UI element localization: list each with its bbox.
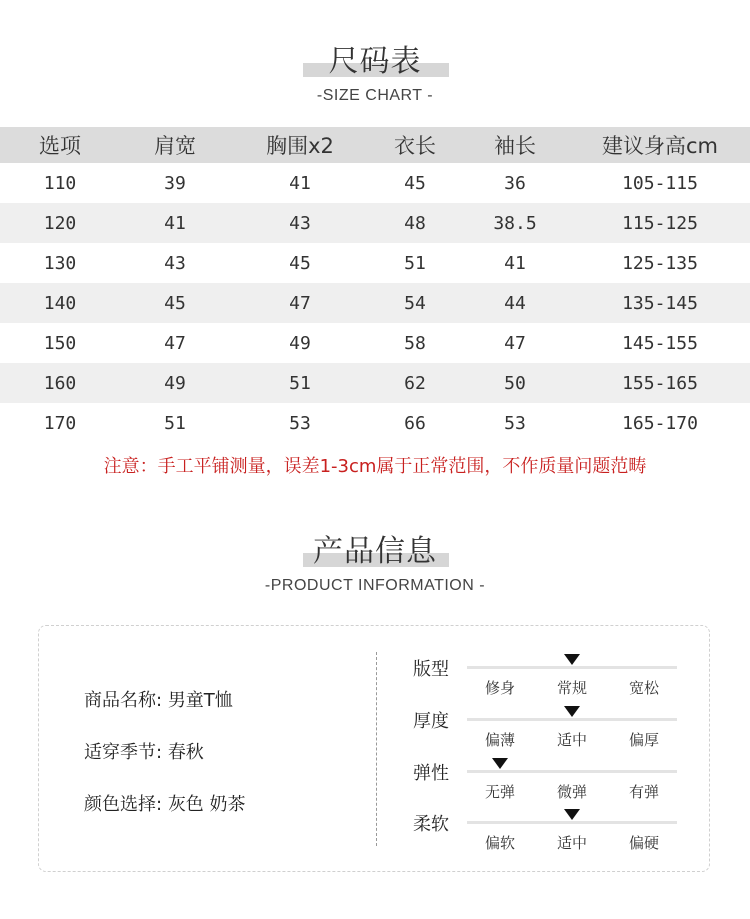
table-row xyxy=(0,163,750,203)
color-line xyxy=(84,790,246,816)
attribute-scale-line xyxy=(467,666,677,669)
header-shoulder: 肩宽 xyxy=(120,127,230,163)
product-name-label: 商品名称: xyxy=(84,690,163,711)
cell-sleeve: 47 xyxy=(504,332,526,354)
cell-chest: 43 xyxy=(230,203,370,243)
cell-shoulder: 47 xyxy=(164,332,186,354)
header-sleeve: 袖长 xyxy=(460,127,570,163)
product-info-subtitle: -PRODUCT INFORMATION - xyxy=(264,577,486,594)
attribute-option: 无弹 xyxy=(484,783,515,801)
selected-marker-icon xyxy=(564,654,580,665)
attribute-label: 弹性 xyxy=(413,763,449,784)
cell-size: 170 xyxy=(43,412,77,434)
table-row xyxy=(0,243,750,283)
cell-shoulder: 39 xyxy=(164,172,186,194)
selected-marker-icon xyxy=(564,706,580,717)
attribute-option: 常规 xyxy=(556,679,587,697)
cell-height: 115-125 xyxy=(570,203,750,243)
attribute-option: 偏厚 xyxy=(628,731,659,749)
cell-shoulder: 43 xyxy=(164,252,186,274)
attribute-option: 适中 xyxy=(556,834,587,852)
product-info-title-wrap xyxy=(0,532,750,572)
cell-length: 62 xyxy=(370,363,460,403)
cell-length: 58 xyxy=(404,332,426,354)
attribute-option: 微弹 xyxy=(556,783,587,801)
cell-size: 120 xyxy=(0,203,120,243)
attribute-option: 修身 xyxy=(484,679,515,697)
selected-marker-icon xyxy=(564,809,580,820)
cell-length: 66 xyxy=(404,412,426,434)
product-name-value: 男童T恤 xyxy=(167,690,233,711)
cell-chest: 49 xyxy=(289,332,311,354)
cell-length: 51 xyxy=(404,252,426,274)
cell-length: 48 xyxy=(370,203,460,243)
cell-sleeve: 50 xyxy=(460,363,570,403)
cell-length: 45 xyxy=(404,172,426,194)
header-chest: 胸围x2 xyxy=(230,127,370,163)
attribute-label: 厚度 xyxy=(413,711,449,732)
info-divider xyxy=(376,652,377,846)
cell-length: 54 xyxy=(370,283,460,323)
cell-chest: 45 xyxy=(289,252,311,274)
cell-height: 145-155 xyxy=(622,332,698,354)
cell-height: 125-135 xyxy=(622,252,698,274)
product-name-line xyxy=(84,686,233,712)
table-row xyxy=(0,363,750,403)
cell-shoulder: 49 xyxy=(120,363,230,403)
attribute-scale-line xyxy=(467,821,677,824)
measurement-note: 注意：手工平铺测量，误差1-3cm属于正常范围，不作质量问题范畴 xyxy=(103,456,647,477)
cell-sleeve: 36 xyxy=(504,172,526,194)
product-info-title: 产品信息 xyxy=(313,534,437,569)
cell-height: 165-170 xyxy=(622,412,698,434)
cell-sleeve: 53 xyxy=(504,412,526,434)
attribute-option: 偏薄 xyxy=(484,731,515,749)
cell-size: 140 xyxy=(0,283,120,323)
size-chart-title-wrap xyxy=(0,42,750,82)
cell-sleeve: 41 xyxy=(504,252,526,274)
color-label: 颜色选择: xyxy=(84,794,163,815)
cell-shoulder: 41 xyxy=(120,203,230,243)
size-chart-title: 尺码表 xyxy=(328,44,422,79)
cell-size: 130 xyxy=(43,252,77,274)
cell-height: 135-145 xyxy=(570,283,750,323)
cell-size: 150 xyxy=(43,332,77,354)
header-option: 选项 xyxy=(0,127,120,163)
cell-shoulder: 51 xyxy=(164,412,186,434)
cell-size: 160 xyxy=(0,363,120,403)
table-row xyxy=(0,323,750,363)
attribute-option: 有弹 xyxy=(628,783,659,801)
attribute-option: 偏硬 xyxy=(628,834,659,852)
cell-chest: 41 xyxy=(289,172,311,194)
table-row xyxy=(0,203,750,243)
cell-sleeve: 38.5 xyxy=(460,203,570,243)
selected-marker-icon xyxy=(492,758,508,769)
cell-height: 105-115 xyxy=(622,172,698,194)
attribute-scale-line xyxy=(467,770,677,773)
cell-sleeve: 44 xyxy=(460,283,570,323)
size-table xyxy=(0,127,750,443)
season-label: 适穿季节: xyxy=(84,742,163,763)
size-chart-subtitle: -SIZE CHART - xyxy=(316,87,434,104)
header-length: 衣长 xyxy=(370,127,460,163)
cell-chest: 53 xyxy=(289,412,311,434)
cell-shoulder: 45 xyxy=(120,283,230,323)
table-row xyxy=(0,283,750,323)
size-table-header xyxy=(0,127,750,163)
season-value: 春秋 xyxy=(167,742,204,763)
color-value: 灰色 奶茶 xyxy=(167,794,246,815)
table-row xyxy=(0,403,750,443)
attribute-option: 偏软 xyxy=(484,834,515,852)
cell-size: 110 xyxy=(43,172,77,194)
attribute-option: 宽松 xyxy=(628,679,659,697)
attribute-scale-line xyxy=(467,718,677,721)
header-height: 建议身高cm xyxy=(570,127,750,163)
cell-height: 155-165 xyxy=(570,363,750,403)
attribute-label: 柔软 xyxy=(413,814,449,835)
attribute-label: 版型 xyxy=(413,659,449,680)
season-line xyxy=(84,738,204,764)
attribute-option: 适中 xyxy=(556,731,587,749)
cell-chest: 47 xyxy=(230,283,370,323)
cell-chest: 51 xyxy=(230,363,370,403)
